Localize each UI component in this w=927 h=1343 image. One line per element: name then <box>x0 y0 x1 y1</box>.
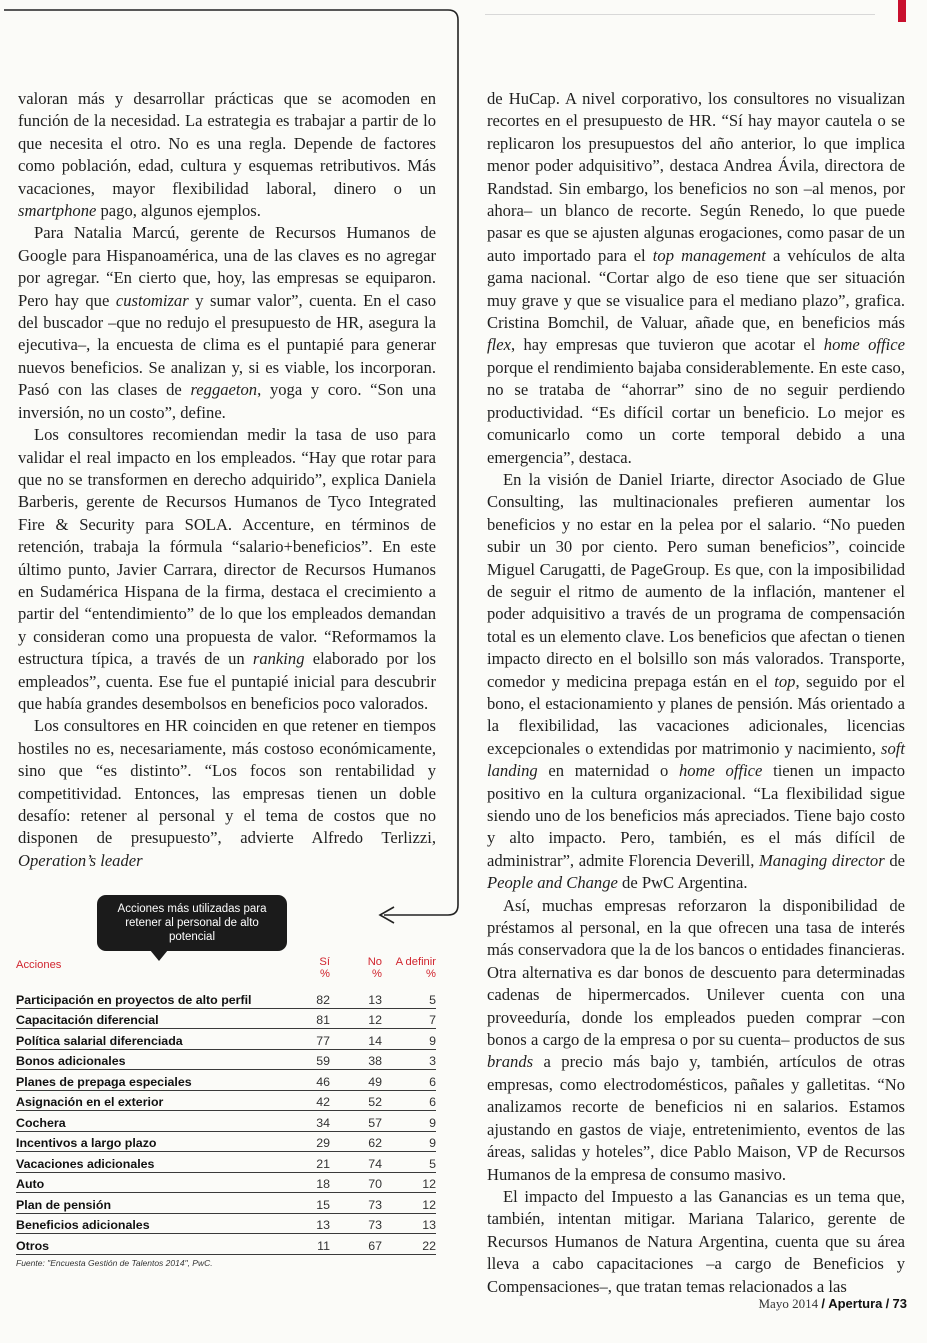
paragraph <box>487 469 905 895</box>
text-run: en maternidad o <box>537 761 679 781</box>
table-row <box>16 1193 436 1214</box>
row-yes: 82 <box>316 992 330 1007</box>
italic-run: smartphone <box>18 201 97 221</box>
text-run: valoran más y desarrollar prácticas que se acomoden en función de la necesidad. La estrategia es trabajar a partir de lo que necesita el otro. No es una regla. Depende de factores como población, edad, cultura y esquemas retributivos. Más vacaciones, mayor flexibilidad laboral, dinero o un <box>18 89 436 198</box>
table-row <box>16 1050 436 1071</box>
row-yes: 13 <box>316 1218 330 1232</box>
row-yes: 59 <box>316 1054 330 1068</box>
row-no: 67 <box>368 1238 382 1253</box>
row-tbd: 6 <box>429 1074 436 1089</box>
page-footer <box>759 1296 908 1312</box>
italic-run: Operation’s leader <box>18 850 143 870</box>
row-no: 73 <box>368 1218 382 1232</box>
italic-run: home office <box>678 761 763 781</box>
row-action: Asignación en el exterior <box>16 1095 164 1109</box>
footer-separator-2: / <box>885 1296 890 1311</box>
row-action: Cochera <box>16 1115 66 1130</box>
text-run: a vehículos de alta gama nacional. “Cortar algo de eso tiene que ser situación muy grave y que se visualice para el mediano plazo”, grafica. Cristina Bomchil, de Valuar, añade que, en beneficios más <box>487 245 905 333</box>
text-run: y sumar valor”, cuenta. En el caso del buscador –que no redujo el presupuesto de HR, asegura la ejecutiva–, la encuesta de clima es el puntapié para generar nuevos beneficios. Se analizan y, si es viable, los incorporan. Pasó con las clases de <box>18 290 436 400</box>
text-run: Los consultores recomiendan medir la tasa de uso para validar el real impacto en los empleados. “Hay que rotar para que no se transformen en derecho adquirido”, explica Daniela Barberis, gerente de Recursos Humanos de Tyco Integrated Fire & Security para SOLA. Accenture, en términos de retención, trabaja la fórmula “salario+beneficios”. En este último punto, Javier Carrara, director de Recursos Humanos en Sudamérica Hispana de la firma, destaca el crecimiento a partir del “entendimiento” de lo que los empleados demandan y consideran como una propuesta de valor. “Reformamos la estructura típica, a través de un <box>18 425 436 669</box>
text-run: , yoga y coro. “Son una inversión, no un costo”, define. <box>18 380 436 422</box>
row-action: Planes de prepaga especiales <box>16 1074 192 1089</box>
header-rule <box>485 14 875 15</box>
table-callout <box>97 895 287 951</box>
row-no: 49 <box>368 1074 382 1089</box>
row-no: 52 <box>368 1095 382 1109</box>
issue-date: Mayo 2014 <box>758 1296 819 1311</box>
footer-separator: / <box>821 1296 825 1311</box>
row-yes: 29 <box>316 1136 330 1150</box>
paragraph <box>487 1186 905 1298</box>
row-action: Incentivos a largo plazo <box>16 1136 157 1150</box>
row-action: Beneficios adicionales <box>16 1218 150 1232</box>
row-no: 73 <box>368 1197 382 1212</box>
row-yes: 77 <box>316 1033 330 1048</box>
italic-run: Managing director <box>758 850 885 870</box>
row-action: Participación en proyectos de alto perfil <box>16 992 252 1007</box>
row-tbd: 9 <box>429 1033 436 1048</box>
italic-run: top <box>774 671 796 691</box>
row-tbd: 5 <box>429 992 436 1007</box>
table-row <box>16 1214 436 1235</box>
paragraph <box>487 88 905 469</box>
text-run: de PwC Argentina. <box>617 873 748 893</box>
paragraph <box>18 715 436 872</box>
text-run: El impacto del Impuesto a las Ganancias es un tema que, también, intentan mitigar. Mariana Talarico, gerente de Recursos Humanos de Natura Argentina, cuenta que su área lleva a cabo capacitaciones –a cargo de Beneficios y Compensaciones–, que tratan temas relacionados a las <box>487 1186 905 1296</box>
row-tbd: 12 <box>422 1197 436 1212</box>
row-tbd: 22 <box>422 1238 436 1253</box>
row-yes: 15 <box>316 1197 330 1212</box>
header-no: No % <box>367 956 382 980</box>
italic-run: reggaeton <box>190 380 258 400</box>
table-source: Fuente: "Encuesta Gestión de Talentos 2014", PwC. <box>16 1258 213 1268</box>
italic-run: customizar <box>115 290 189 310</box>
italic-run: brands <box>487 1052 534 1072</box>
text-run: Así, muchas empresas reforzaron la disponibilidad de préstamos al personal, en la que ofrecen una tasa de interés más conservadora que la de los bancos o entidades financieras. Otra alternativa es dar bonos de descuento para determinadas cadenas de hipermercados. Unilever cuenta con una proveeduría, donde los empleados pueden comprar –con bonos a cargo de la empresa o por su cuenta– productos de sus <box>487 895 905 1050</box>
paragraph <box>18 424 436 715</box>
table-row <box>16 988 436 1009</box>
header-yes: Sí % <box>319 956 330 980</box>
callout-text: Acciones más utilizadas para retener al personal de alto potencial <box>117 903 267 943</box>
row-action: Política salarial diferenciada <box>16 1033 183 1048</box>
page-number: 73 <box>892 1296 907 1311</box>
text-run: tienen un impacto positivo en la cultura organizacional. “La flexibilidad sigue siendo uno de los beneficios más apreciados. Tiene bajo costo y alto impacto. Pero, también, es el más difícil de administrar”, admite Florencia Deverill, <box>487 761 905 870</box>
row-tbd: 3 <box>429 1054 436 1068</box>
article-column-right <box>487 88 905 1298</box>
table-row <box>16 1234 436 1255</box>
table-row <box>16 1009 436 1030</box>
text-run: , hay empresas que tuvieron que acotar el <box>510 335 824 355</box>
row-yes: 81 <box>316 1013 330 1027</box>
paragraph <box>18 88 436 222</box>
row-action: Bonos adicionales <box>16 1054 126 1068</box>
row-tbd: 12 <box>422 1177 436 1191</box>
row-yes: 34 <box>316 1115 330 1130</box>
text-run: a precio más bajo y, también, artículos de otras empresas, como electrodomésticos, pañales y galletitas. “No analizamos recorte de beneficios ni en salarios. Estamos ajustando en gastos de viaje, entretenimiento, eventos de las áreas, salidas y hoteles”, dice Pablo Maison, VP de Recursos Humanos de la empresa de consumo masivo. <box>487 1052 905 1184</box>
table-row <box>16 1029 436 1050</box>
table-header <box>16 956 436 988</box>
text-run: pago, algunos ejemplos. <box>96 201 261 221</box>
italic-run: top management <box>652 245 766 265</box>
header-tbd: A definir % <box>395 956 436 980</box>
paragraph <box>487 895 905 1186</box>
row-no: 38 <box>368 1054 382 1068</box>
row-action: Plan de pensión <box>16 1197 112 1212</box>
table-row <box>16 1091 436 1112</box>
text-run: En la visión de Daniel Iriarte, director Asociado de Glue Consulting, las multinacionales prefieren aumentar los beneficios y no estar en la pelea por el salario. “No pueden subir un 30 por ciento. Pero suman beneficios”, coincide Miguel Carugatti, de PageGroup. Es que, con la imposibilidad de seguir el ritmo de aumento de la inflación, mantener el poder adquisitivo a través de un programa de compensación total es un elemento clave. Los beneficios que afectan o tienen impacto directo en el bolsillo son más valorados. Transporte, comedor y medicina prepaga están en el <box>487 469 905 691</box>
row-no: 57 <box>368 1115 382 1130</box>
retention-actions-table <box>16 956 436 1255</box>
text-run: Los consultores en HR coinciden en que retener en tiempos hostiles no es, necesariamente, más costoso económicamente, sino que “es distinto”. “Los focos son rentabilidad y competitividad. Entonces, las empresas tienen un doble desafío: retener al personal y el tema de costos que no disponen de presupuesto”, advierte Alfredo Terlizzi, <box>18 716 436 848</box>
text-run: porque el rendimiento bajaba considerablemente. En este caso, no se trataba de “ahorrar” sino de no seguir perdiendo productividad. “Es difícil cortar un beneficio. Lo mejor es comunicarlo como un corte temporal debido a una emergencia”, destaca. <box>487 357 905 467</box>
row-tbd: 6 <box>429 1095 436 1109</box>
text-run: , seguido por el bono, el estacionamiento y planes de pensión. Más orientado a la flexibilidad, las vacaciones adicionales, licencias excepcionales o extendidas por matrimonio y nacimiento, <box>487 671 905 758</box>
row-yes: 21 <box>316 1156 330 1171</box>
paragraph <box>18 222 436 424</box>
row-yes: 42 <box>316 1095 330 1109</box>
italic-run: People and Change <box>487 873 618 893</box>
text-run: de HuCap. A nivel corporativo, los consultores no visualizan recortes en el presupuesto de HR. “Sí hay mayor cautela o se replicaron los presupuestos del año anterior, lo que implica menor poder adquisitivo”, destaca Andrea Ávila, directora de Randstad. Sin embargo, los beneficios no son –al menos, por ahora– un blanco de recorte. Según Renedo, lo que puede pasar es que se ajusten algunas erogaciones, como pasar de un auto importado para el <box>487 89 905 265</box>
text-run: elaborado por los empleados”, cuenta. Ese fue el puntapié inicial para descubrir que había grandes desembolsos en beneficios poco valorados. <box>18 649 436 713</box>
table-row <box>16 1111 436 1132</box>
row-no: 62 <box>368 1136 382 1150</box>
italic-run: home office <box>823 335 905 355</box>
table-row <box>16 1070 436 1091</box>
row-action: Capacitación diferencial <box>16 1013 159 1027</box>
text-run: de <box>884 850 905 870</box>
row-yes: 11 <box>317 1238 330 1253</box>
table-body <box>16 988 436 1255</box>
row-tbd: 7 <box>429 1013 436 1027</box>
header-actions: Acciones <box>16 959 62 971</box>
row-no: 12 <box>368 1013 382 1027</box>
article-column-left <box>18 88 436 872</box>
section-color-mark <box>898 0 906 22</box>
row-tbd: 13 <box>422 1218 436 1232</box>
italic-run: flex <box>487 335 511 355</box>
text-run: Para Natalia Marcú, gerente de Recursos Humanos de Google para Hispanoamérica, una de las claves es no agregar por agregar. “En cierto que, hoy, las empresas se equiparon. Pero hay que <box>18 223 436 310</box>
row-tbd: 9 <box>429 1115 436 1130</box>
row-yes: 46 <box>316 1074 330 1089</box>
table-row <box>16 1173 436 1194</box>
row-action: Vacaciones adicionales <box>16 1156 155 1171</box>
row-tbd: 5 <box>429 1156 436 1171</box>
row-no: 14 <box>368 1033 382 1048</box>
row-no: 70 <box>368 1177 382 1191</box>
table-row <box>16 1152 436 1173</box>
row-action: Otros <box>16 1238 50 1253</box>
row-tbd: 9 <box>429 1136 436 1150</box>
italic-run: soft landing <box>487 738 905 781</box>
italic-run: ranking <box>252 649 305 669</box>
row-no: 13 <box>368 992 382 1007</box>
row-action: Auto <box>16 1177 45 1191</box>
magazine-name: Apertura <box>828 1296 883 1311</box>
table-row <box>16 1132 436 1153</box>
row-yes: 18 <box>316 1177 330 1191</box>
row-no: 74 <box>368 1156 382 1171</box>
